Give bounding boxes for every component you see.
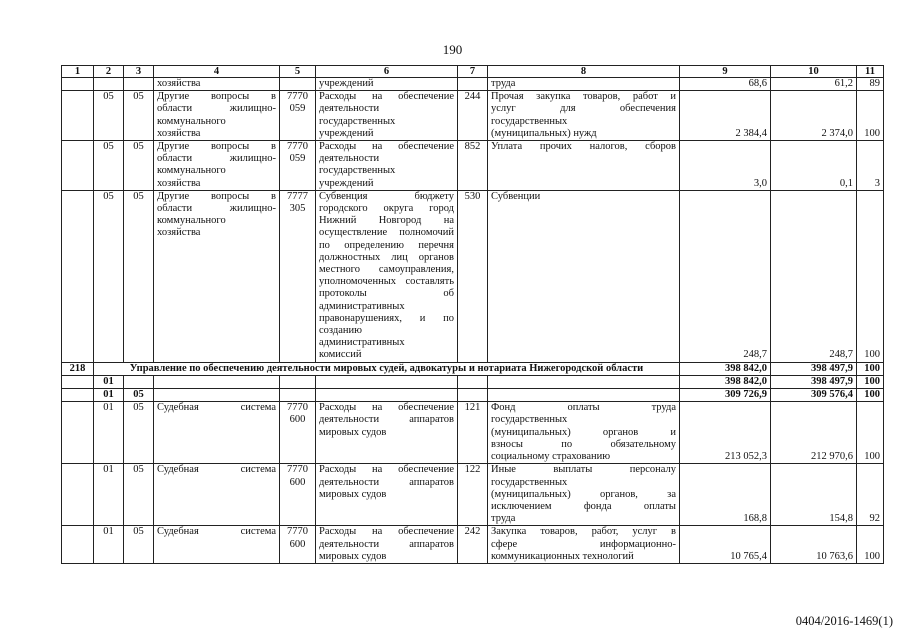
cell-line: коммунального [157, 115, 226, 127]
cell-c3: 05 [124, 464, 154, 526]
cell-line: Уплата прочих налогов, сборов [491, 141, 676, 153]
cell-line: исключением фонда оплаты [491, 500, 676, 512]
cell-c7: 122 [458, 464, 488, 526]
table-row [62, 464, 884, 526]
cell-line: 305 [289, 203, 306, 215]
cell-c11: 100 [857, 190, 884, 362]
cell-c4 [154, 91, 280, 141]
header-row [62, 66, 884, 78]
col-header: 1 [62, 66, 94, 78]
subsection-value-9: 309 726,9 [680, 389, 771, 402]
cell-line: созданию [319, 325, 362, 337]
cell-c5 [280, 402, 316, 464]
cell-c1 [62, 526, 94, 564]
cell-line: административных [319, 337, 405, 349]
cell-line: 7770 [287, 141, 308, 153]
cell-line: мировых судов [319, 426, 387, 438]
cell-line: хозяйства [157, 127, 201, 139]
cell-c10: 10 763,6 [771, 526, 857, 564]
section-value-9: 398 842,0 [680, 375, 771, 388]
cell-line: деятельности [319, 153, 380, 165]
cell-c5 [280, 464, 316, 526]
cell-line: (муниципальных) нужд [491, 127, 597, 139]
cell-line: хозяйства [157, 227, 201, 239]
cell-c2: 01 [94, 464, 124, 526]
cell-c5 [280, 91, 316, 141]
cell-line: труда [491, 78, 516, 89]
cell-line: государственных [319, 115, 396, 127]
cell-c6 [316, 78, 458, 91]
cell-c7: 530 [458, 190, 488, 362]
cell-line: правонарушениях, и по [319, 312, 454, 324]
col-header: 4 [154, 66, 280, 78]
cell-line: 7770 [287, 402, 308, 414]
cell-c7: 852 [458, 141, 488, 191]
cell-c8 [488, 464, 680, 526]
dept-row [62, 362, 884, 375]
cell-line: деятельности аппаратов [319, 414, 454, 426]
cell-line: административных [319, 300, 405, 312]
cell-line: мировых судов [319, 488, 387, 500]
cell-line: Судебная система [157, 402, 276, 414]
section-row [62, 375, 884, 388]
cell-c1 [62, 190, 94, 362]
cell-line: Закупка товаров, работ, услуг в [491, 526, 676, 538]
cell-c9: 2 384,4 [680, 91, 771, 141]
cell-line: по определению перечня [319, 239, 454, 251]
cell-c1 [62, 141, 94, 191]
cell-c1 [62, 78, 94, 91]
cell-c7 [458, 78, 488, 91]
cell-c9: 10 765,4 [680, 526, 771, 564]
cell-line: Прочая закупка товаров, работ и [491, 91, 676, 103]
cell-c1 [62, 464, 94, 526]
cell-c6 [316, 91, 458, 141]
cell-line: труда [491, 513, 516, 525]
cell-c4 [154, 464, 280, 526]
col-header: 3 [124, 66, 154, 78]
cell-line: государственных [491, 414, 568, 426]
cell-c3: 05 [124, 190, 154, 362]
cell-line: Расходы на обеспечение [319, 464, 454, 476]
cell-c6 [316, 190, 458, 362]
cell-line: 7770 [287, 91, 308, 103]
cell-c8 [488, 402, 680, 464]
cell-c10: 154,8 [771, 464, 857, 526]
cell-line: деятельности аппаратов [319, 476, 454, 488]
cell-line: Другие вопросы в [157, 190, 276, 202]
cell-line: осуществление полномочий [319, 227, 454, 239]
subsection-value-11: 100 [857, 389, 884, 402]
table-row [62, 78, 884, 91]
cell-line: хозяйства [157, 78, 201, 89]
cell-c3: 05 [124, 402, 154, 464]
cell-c7: 242 [458, 526, 488, 564]
cell-c6 [316, 526, 458, 564]
cell-c2: 01 [94, 526, 124, 564]
cell-line: учреждений [319, 78, 374, 89]
cell-line: 7777 [287, 190, 308, 202]
cell-line: должностных лиц органов [319, 251, 454, 263]
cell-line: 600 [289, 538, 306, 550]
cell-line: (муниципальных) органов и [491, 426, 676, 438]
table-row [62, 91, 884, 141]
cell-c11: 100 [857, 91, 884, 141]
cell-c3: 05 [124, 141, 154, 191]
cell-line: коммунального [157, 215, 226, 227]
cell-line: местного самоуправления, [319, 264, 454, 276]
cell-line: области жилищно- [157, 153, 276, 165]
cell-line: Расходы на обеспечение [319, 402, 454, 414]
table-row [62, 526, 884, 564]
cell-c11: 92 [857, 464, 884, 526]
cell-line: Фонд оплаты труда [491, 402, 676, 414]
col-header: 5 [280, 66, 316, 78]
cell-line: 059 [289, 153, 306, 165]
cell-c2: 01 [94, 402, 124, 464]
cell-line: взносы по обязательному [491, 438, 676, 450]
dept-value-9: 398 842,0 [680, 362, 771, 375]
section-code: 01 [94, 389, 124, 402]
cell-c5 [280, 78, 316, 91]
cell-line: 059 [289, 103, 306, 115]
cell-line: (муниципальных) органов, за [491, 488, 676, 500]
cell-line: Расходы на обеспечение [319, 91, 454, 103]
cell-line: Иные выплаты персоналу [491, 464, 676, 476]
table-row [62, 141, 884, 191]
cell-c4 [154, 402, 280, 464]
cell-line: учреждений [319, 177, 374, 189]
cell-c5 [280, 190, 316, 362]
cell-c1 [62, 91, 94, 141]
cell-c2: 05 [94, 190, 124, 362]
cell-c3 [124, 78, 154, 91]
cell-line: 600 [289, 476, 306, 488]
page-number: 190 [442, 42, 463, 57]
section-value-11: 100 [857, 375, 884, 388]
cell-c10: 0,1 [771, 141, 857, 191]
subsection-value-10: 309 576,4 [771, 389, 857, 402]
cell-line: Субвенция бюджету [319, 190, 454, 202]
cell-c10: 61,2 [771, 78, 857, 91]
cell-c2: 05 [94, 141, 124, 191]
dept-value-11: 100 [857, 362, 884, 375]
cell-c4 [154, 526, 280, 564]
cell-line: Нижний Новгород на [319, 215, 454, 227]
cell-line: Субвенции [491, 190, 541, 202]
cell-c9: 3,0 [680, 141, 771, 191]
cell-line: протоколы об [319, 288, 454, 300]
cell-c6 [316, 464, 458, 526]
cell-line: социальному страхованию [491, 451, 611, 463]
dept-code: 218 [62, 362, 94, 375]
cell-line: Судебная система [157, 526, 276, 538]
cell-line: Расходы на обеспечение [319, 141, 454, 153]
subsection-row [62, 389, 884, 402]
table-row [62, 402, 884, 464]
dept-name: Управление по обеспечению деятельности мировых судей, адвокатуры и нотариата Нижегородской области [94, 362, 680, 375]
cell-line: Другие вопросы в [157, 141, 276, 153]
cell-c3: 05 [124, 526, 154, 564]
section-value-10: 398 497,9 [771, 375, 857, 388]
budget-table [61, 65, 884, 564]
col-header: 9 [680, 66, 771, 78]
cell-line: деятельности [319, 103, 380, 115]
cell-line: государственных [491, 115, 568, 127]
cell-line: области жилищно- [157, 203, 276, 215]
cell-c5 [280, 526, 316, 564]
document-code: 0404/2016-1469(1) [795, 614, 893, 628]
cell-c10: 2 374,0 [771, 91, 857, 141]
cell-c1 [62, 402, 94, 464]
cell-c11: 100 [857, 402, 884, 464]
cell-line: уполномоченных составлять [319, 276, 454, 288]
cell-c4 [154, 78, 280, 91]
cell-c9: 213 052,3 [680, 402, 771, 464]
cell-line: Другие вопросы в [157, 91, 276, 103]
table-row [62, 190, 884, 362]
cell-line: учреждений [319, 127, 374, 139]
section-code: 01 [94, 375, 124, 388]
cell-line: государственных [319, 165, 396, 177]
cell-c9: 248,7 [680, 190, 771, 362]
cell-c10: 212 970,6 [771, 402, 857, 464]
cell-line: деятельности аппаратов [319, 538, 454, 550]
cell-c9: 68,6 [680, 78, 771, 91]
subsection-code: 05 [124, 389, 154, 402]
col-header: 7 [458, 66, 488, 78]
cell-c8 [488, 91, 680, 141]
cell-c8 [488, 141, 680, 191]
cell-c8 [488, 190, 680, 362]
cell-line: услуг для обеспечения [491, 103, 676, 115]
cell-line: коммунального [157, 165, 226, 177]
col-header: 8 [488, 66, 680, 78]
cell-line: хозяйства [157, 177, 201, 189]
cell-line: государственных [491, 476, 568, 488]
cell-c8 [488, 78, 680, 91]
dept-value-10: 398 497,9 [771, 362, 857, 375]
cell-c6 [316, 141, 458, 191]
cell-line: 600 [289, 414, 306, 426]
cell-c5 [280, 141, 316, 191]
cell-line: Судебная система [157, 464, 276, 476]
cell-c7: 244 [458, 91, 488, 141]
cell-c10: 248,7 [771, 190, 857, 362]
cell-c9: 168,8 [680, 464, 771, 526]
cell-line: коммуникационных технологий [491, 550, 634, 562]
cell-line: области жилищно- [157, 103, 276, 115]
cell-c7: 121 [458, 402, 488, 464]
cell-c11: 3 [857, 141, 884, 191]
cell-line: городского округа город [319, 203, 454, 215]
cell-c8 [488, 526, 680, 564]
cell-c6 [316, 402, 458, 464]
col-header: 11 [857, 66, 884, 78]
cell-c11: 89 [857, 78, 884, 91]
cell-c4 [154, 141, 280, 191]
col-header: 2 [94, 66, 124, 78]
col-header: 10 [771, 66, 857, 78]
col-header: 6 [316, 66, 458, 78]
cell-c11: 100 [857, 526, 884, 564]
cell-line: сфере информационно- [491, 538, 676, 550]
cell-line: 7770 [287, 464, 308, 476]
cell-c4 [154, 190, 280, 362]
cell-c2: 05 [94, 91, 124, 141]
cell-c3: 05 [124, 91, 154, 141]
cell-line: Расходы на обеспечение [319, 526, 454, 538]
cell-c2 [94, 78, 124, 91]
cell-line: комиссий [319, 349, 362, 361]
cell-line: мировых судов [319, 550, 387, 562]
cell-line: 7770 [287, 526, 308, 538]
